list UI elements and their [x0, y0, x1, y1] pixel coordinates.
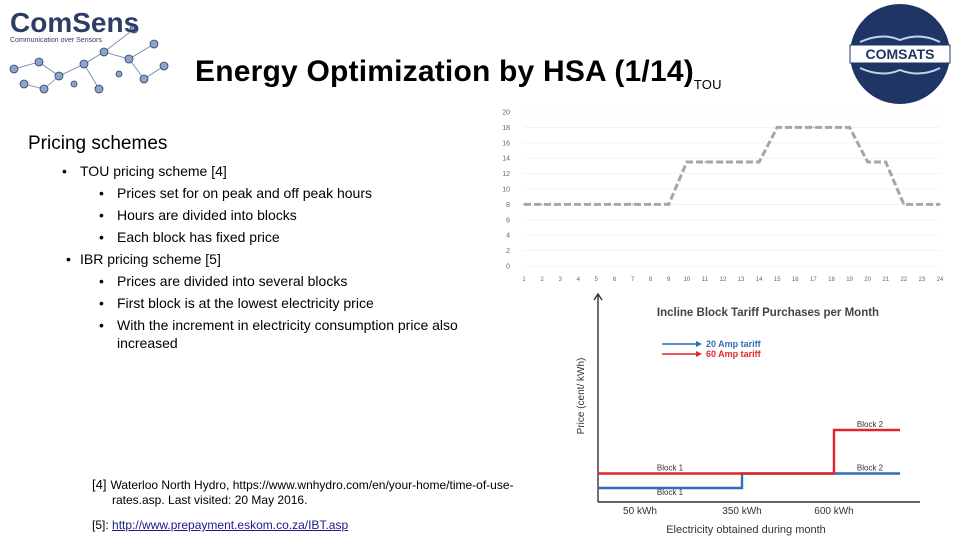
tou-x-tick-label: 22	[900, 277, 908, 283]
tou-x-tick-label: 7	[630, 277, 635, 283]
ibt-block-label: Block 2	[856, 420, 884, 429]
ibt-x-tick-label: 350 kWh	[722, 506, 762, 517]
tou-data-point	[903, 204, 905, 206]
tou-data-point	[885, 161, 887, 163]
tou-x-tick-label: 15	[773, 277, 781, 283]
tou-price-chart	[500, 104, 950, 284]
tou-y-tick-label: 20	[502, 109, 510, 117]
tou-data-point	[867, 161, 869, 163]
tou-y-tick-label: 12	[502, 171, 510, 179]
tou-data-point	[740, 161, 742, 163]
tou-data-point	[831, 127, 833, 129]
tou-y-tick-label: 18	[502, 124, 510, 132]
tou-data-point	[722, 161, 724, 163]
bullet-item: • With the increment in electricity consumption price also	[99, 317, 458, 333]
tou-x-tick-label: 4	[576, 277, 580, 283]
bullet-text: Each block has fixed price	[117, 229, 280, 245]
tou-data-point	[632, 204, 634, 206]
bullet-text: increased	[117, 335, 178, 351]
tou-x-tick-label: 23	[918, 277, 926, 283]
tou-data-point	[686, 161, 688, 163]
tou-y-tick-label: 10	[502, 186, 510, 194]
bullet-text: Prices set for on peak and off peak hours	[117, 185, 373, 201]
title-text: Energy Optimization by HSA (1/14)	[195, 55, 694, 88]
ibt-legend-label: 60 Amp tariff	[706, 349, 761, 359]
bullet-text: With the increment in electricity consumption price also	[117, 317, 458, 333]
tou-data-point	[849, 127, 851, 129]
tou-y-tick-label: 8	[506, 201, 510, 209]
bullet-item: • Prices are divided into several blocks	[99, 273, 348, 289]
tou-data-point	[758, 161, 760, 163]
tou-data-point	[559, 204, 561, 206]
ibt-legend-arrow	[696, 341, 702, 347]
comsens-logo	[4, 4, 174, 102]
tou-x-tick-label: 20	[864, 277, 871, 283]
tou-data-point	[776, 127, 778, 129]
bullet-text: TOU pricing scheme [4]	[80, 163, 227, 179]
ibt-series-line	[598, 430, 900, 474]
reference-4-line1: Waterloo North Hydro, https://www.wnhydro.com/en/your-home/time-of-use-	[110, 478, 514, 492]
reference-5-link[interactable]: http://www.prepayment.eskom.co.za/IBT.asp	[112, 518, 349, 532]
ibt-legend-arrow	[696, 351, 702, 357]
tou-data-point	[704, 161, 706, 163]
reference-4-line2: rates.asp. Last visited: 20 May 2016.	[112, 493, 308, 507]
ibt-series-line	[598, 474, 900, 489]
tou-data-point	[577, 204, 579, 206]
tou-x-tick-label: 19	[846, 277, 853, 283]
ibt-x-tick-label: 50 kWh	[623, 506, 657, 517]
ibt-block-label: Block 1	[656, 488, 684, 497]
tou-data-point	[921, 204, 923, 206]
bullet-item: • TOU pricing scheme [4]	[62, 163, 227, 179]
tou-y-tick-label: 0	[506, 263, 510, 271]
reference-4-number: [4]	[92, 477, 107, 492]
comsats-logo	[842, 2, 958, 106]
tou-data-point	[939, 204, 941, 206]
tou-x-tick-label: 18	[828, 277, 835, 283]
bullet-item-continued	[117, 332, 178, 354]
ibt-x-label: Electricity obtained during month	[666, 524, 826, 536]
reference-5	[92, 518, 348, 532]
bullet-item: • First block is at the lowest electricity price	[99, 295, 374, 311]
ibt-legend-label: 20 Amp tariff	[706, 339, 761, 349]
tou-y-tick-label: 14	[502, 155, 510, 163]
tou-x-tick-label: 12	[719, 277, 727, 283]
tou-data-point	[541, 204, 543, 206]
ibt-block-label: Block 1	[656, 463, 684, 473]
tou-x-tick-label: 21	[882, 277, 890, 283]
tou-y-tick-label: 2	[506, 248, 510, 256]
tou-x-tick-label: 14	[755, 277, 763, 283]
tou-x-tick-label: 3	[558, 277, 562, 283]
title-suffix: TOU	[693, 77, 722, 92]
tou-data-point	[668, 204, 670, 206]
tou-x-tick-label: 24	[936, 277, 944, 283]
tou-x-tick-label: 1	[522, 277, 526, 283]
ibt-title: Incline Block Tariff Purchases per Month	[656, 307, 880, 319]
reference-4	[92, 477, 582, 508]
tou-x-tick-label: 9	[667, 277, 671, 283]
tou-data-point	[795, 127, 797, 129]
bullet-text: Prices are divided into several blocks	[117, 273, 348, 289]
bullet-text: Hours are divided into blocks	[117, 207, 297, 223]
tou-x-tick-label: 6	[612, 277, 617, 283]
tou-x-tick-label: 17	[810, 277, 817, 283]
ibt-block-label: Block 2	[856, 463, 884, 473]
logo-left-text: ComSens	[10, 7, 140, 38]
tou-x-tick-label: 5	[594, 277, 599, 283]
bullet-item: • Prices set for on peak and off peak hours	[99, 185, 373, 201]
bullet-item: • Each block has fixed price	[99, 229, 280, 245]
section-heading: Pricing schemes	[28, 133, 168, 154]
bullet-item: • IBR pricing scheme [5]	[66, 251, 221, 267]
ibt-y-label: Price (cent/ kWh)	[576, 357, 587, 435]
tou-y-tick-label: 6	[506, 217, 510, 225]
tou-y-tick-label: 16	[502, 140, 510, 148]
tou-x-tick-label: 13	[737, 277, 745, 283]
tou-x-tick-label: 16	[791, 277, 799, 283]
reference-5-prefix: [5]:	[92, 518, 113, 532]
logo-right-text: COMSATS	[865, 46, 935, 62]
tou-series-line	[524, 127, 940, 204]
ibt-tariff-chart	[570, 290, 930, 540]
tou-x-tick-label: 11	[701, 277, 708, 283]
tou-data-point	[614, 204, 616, 206]
tou-x-tick-label: 8	[648, 277, 653, 283]
tou-y-tick-label: 4	[506, 232, 510, 240]
bullet-text: First block is at the lowest electricity price	[117, 295, 374, 311]
logo-left-tagline: Communication over Sensors	[10, 37, 102, 44]
tou-x-tick-label: 2	[540, 277, 544, 283]
tou-data-point	[596, 204, 598, 206]
bullet-item: • Hours are divided into blocks	[99, 207, 297, 223]
tou-x-tick-label: 10	[683, 277, 691, 283]
tou-data-point	[650, 204, 652, 206]
bullet-text: IBR pricing scheme [5]	[80, 251, 221, 267]
tou-data-point	[523, 204, 525, 206]
tou-data-point	[813, 127, 815, 129]
page-title	[195, 55, 722, 92]
ibt-x-tick-label: 600 kWh	[814, 506, 854, 517]
